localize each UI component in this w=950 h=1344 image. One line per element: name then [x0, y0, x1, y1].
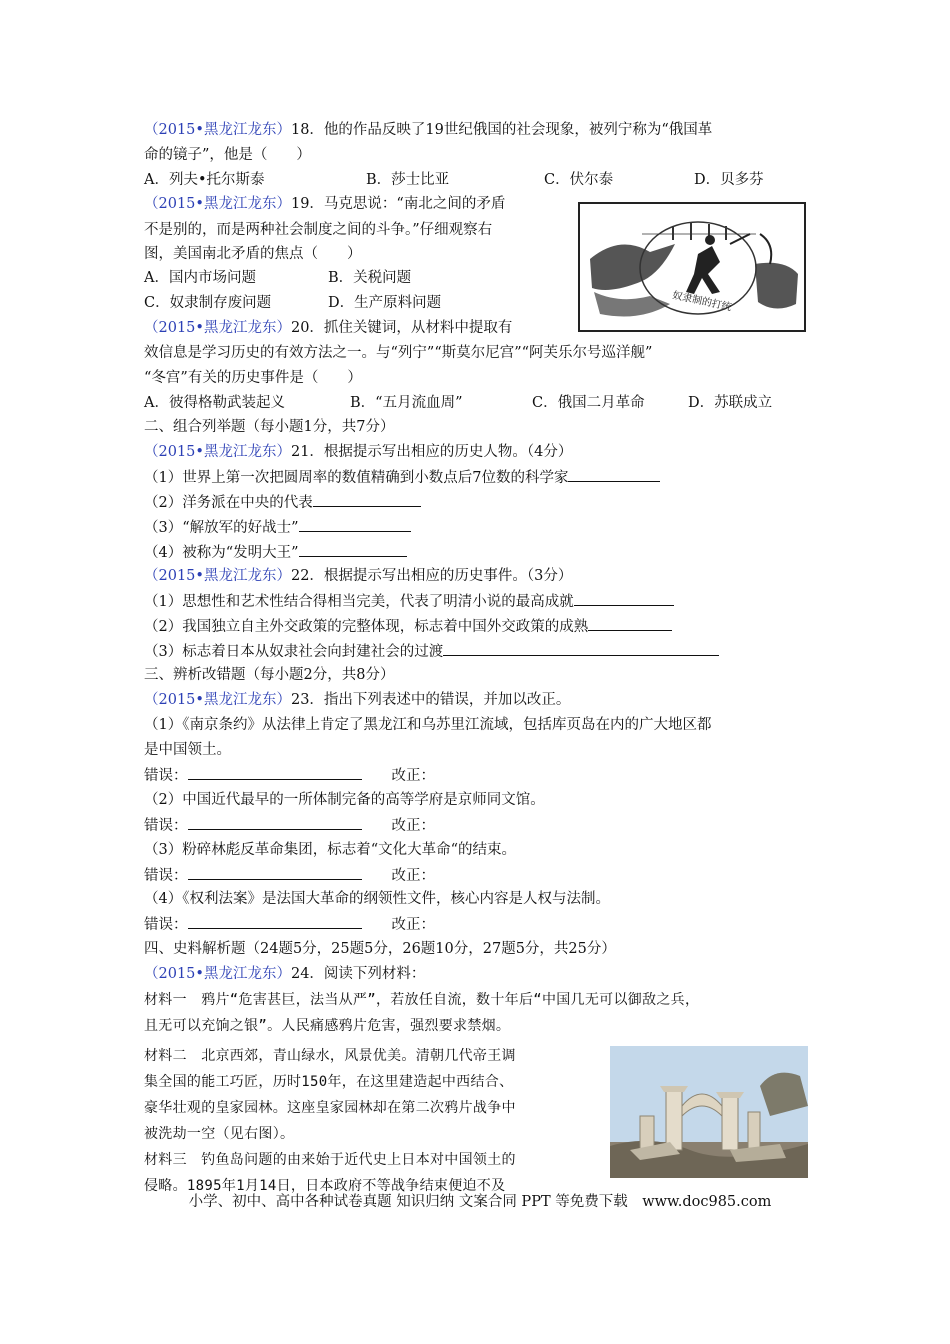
- q23-item2: （2）中国近代最早的一所体制完备的高等学府是京师同文馆。: [144, 792, 545, 808]
- q21-item4: （4）被称为“发明大王”: [144, 542, 407, 563]
- q18-line1: [144, 120, 712, 140]
- page-footer: 小学、初中、高中各种试卷真题 知识归纳 文案合同 PPT 等免费下载 www.doc985.com: [188, 1194, 772, 1210]
- q21-item1: （1）世界上第一次把圆周率的数值精确到小数点后7位数的科学家: [144, 467, 660, 488]
- answer-blank[interactable]: [443, 641, 719, 656]
- q23-answer2: 错误： 改正：: [144, 815, 435, 836]
- answer-blank[interactable]: [588, 616, 672, 631]
- q18-option-d: D．贝多芬: [694, 172, 764, 188]
- answer-blank[interactable]: [299, 542, 407, 557]
- q20-option-b: B．“五月流血周”: [350, 395, 463, 411]
- material1-line1: 材料一 鸦片“危害甚巨，法当从严”，若放任自流，数十年后“中国几无可以御敌之兵，: [144, 992, 700, 1008]
- q19-line1: [144, 194, 505, 214]
- q19-option-a: A．国内市场问题: [144, 270, 256, 286]
- wrong-blank[interactable]: [188, 914, 362, 929]
- material2-line4: 被洗劫一空（见右图）。: [144, 1126, 295, 1142]
- q19-options-row1: [144, 268, 411, 288]
- q24-line1: [144, 964, 425, 984]
- q23-answer1: 错误： 改正：: [144, 765, 435, 786]
- q23-answer3: 错误： 改正：: [144, 865, 435, 886]
- answer-blank[interactable]: [568, 467, 660, 482]
- q21-source: （2015•黑龙江龙东）: [144, 444, 291, 460]
- q19-text1: 19．马克思说：“南北之间的矛盾: [290, 196, 506, 212]
- q21-line1: [144, 442, 572, 462]
- q21-item3: （3）“解放军的好战士”: [144, 517, 411, 538]
- q23-answer4: 错误： 改正：: [144, 914, 435, 935]
- q20-line1: [144, 318, 512, 338]
- cartoon-caption: 奴隶制的打统: [671, 290, 733, 314]
- q20-option-d: D．苏联成立: [688, 395, 773, 411]
- q22-item3: （3）标志着日本从奴隶社会向封建社会的过渡: [144, 641, 719, 662]
- q20-source: （2015•黑龙江龙东）: [144, 320, 291, 336]
- q20-text1: 20．抓住关键词，从材料中提取有: [290, 320, 513, 336]
- q22-source: （2015•黑龙江龙东）: [144, 568, 291, 584]
- q23-item3: （3）粉碎林彪反革命集团，标志着“文化大革命“的结束。: [144, 842, 517, 858]
- material2-line2: 集全国的能工巧匠，历时150年，在这里建造起中西结合、: [144, 1074, 514, 1090]
- ruins-drawing: [610, 1046, 808, 1178]
- q18-source: （2015•黑龙江龙东）: [144, 122, 291, 138]
- q21-text: 21．根据提示写出相应的历史人物。（4分）: [290, 444, 573, 460]
- answer-blank[interactable]: [313, 492, 421, 507]
- material1-line2: 且无可以充饷之银”。人民痛感鸦片危害，强烈要求禁烟。: [144, 1018, 511, 1034]
- q21-item2: （2）洋务派在中央的代表: [144, 492, 421, 513]
- yuanmingyuan-ruins-photo: [610, 1046, 808, 1178]
- wrong-blank[interactable]: [188, 865, 362, 880]
- section4-heading: 四、史料解析题（24题5分，25题5分，26题10分，27题5分，共25分）: [144, 941, 616, 957]
- q23-item1b: 是中国领土。: [144, 742, 231, 758]
- q23-source: （2015•黑龙江龙东）: [144, 692, 291, 708]
- material3-line1: 材料三 钓鱼岛问题的由来始于近代史上日本对中国领土的: [144, 1152, 516, 1168]
- material2-line1: 材料二 北京西郊，青山绿水，风景优美。清朝几代帝王调: [144, 1048, 516, 1064]
- q24-text: 24．阅读下列材料：: [290, 966, 426, 982]
- wrong-blank[interactable]: [188, 815, 362, 830]
- q23-item4: （4）《权利法案》是法国大革命的纲领性文件，核心内容是人权与法制。: [144, 891, 610, 907]
- q20-options: [144, 393, 772, 413]
- q20-text3: “冬宫”有关的历史事件是（ ）: [144, 370, 362, 386]
- q19-options-row2: [144, 293, 441, 313]
- answer-blank[interactable]: [574, 591, 674, 606]
- q19-option-b: B．关税问题: [328, 270, 412, 286]
- q18-text1: 18．他的作品反映了19世纪俄国的社会现象，被列宁称为“俄国革: [290, 122, 713, 138]
- q19-option-c: C．奴隶制存废问题: [144, 295, 272, 311]
- q18-option-b: B．莎士比亚: [366, 172, 450, 188]
- answer-blank[interactable]: [299, 517, 411, 532]
- q22-line1: [144, 566, 572, 586]
- q19-text3: 图，美国南北矛盾的焦点（ ）: [144, 246, 362, 262]
- section2-heading: 二、组合列举题（每小题1分，共7分）: [144, 419, 395, 435]
- q19-source: （2015•黑龙江龙东）: [144, 196, 291, 212]
- q19-text2: 不是别的，而是两种社会制度之间的斗争。”仔细观察右: [144, 222, 493, 238]
- section3-heading: 三、辨析改错题（每小题2分，共8分）: [144, 667, 395, 683]
- q24-source: （2015•黑龙江龙东）: [144, 966, 291, 982]
- q23-line1: [144, 690, 570, 710]
- q22-text: 22．根据提示写出相应的历史事件。（3分）: [290, 568, 573, 584]
- q18-option-c: C．伏尔泰: [544, 172, 614, 188]
- civil-war-cartoon-image: [578, 202, 806, 332]
- q18-option-a: A．列夫•托尔斯泰: [144, 172, 265, 188]
- q20-text2: 效信息是学习历史的有效方法之一。与“列宁”“斯莫尔尼宫”“阿芙乐尔号巡洋舰”: [144, 345, 653, 361]
- q22-item2: （2）我国独立自主外交政策的完整体现，标志着中国外交政策的成熟: [144, 616, 672, 637]
- material2-line3: 豪华壮观的皇家园林。这座皇家园林却在第二次鸦片战争中: [144, 1100, 516, 1116]
- q23-text: 23．指出下列表述中的错误，并加以改正。: [290, 692, 571, 708]
- q20-option-a: A．彼得格勒武装起义: [144, 395, 285, 411]
- q18-text2: 命的镜子”，他是（ ）: [144, 147, 311, 163]
- material3-line2: 侵略。1895年1月14日，日本政府不等战争结束便迫不及: [144, 1178, 506, 1194]
- q22-item1: （1）思想性和艺术性结合得相当完美，代表了明清小说的最高成就: [144, 591, 674, 612]
- q19-option-d: D．生产原料问题: [328, 295, 442, 311]
- cartoon-drawing: [580, 204, 804, 330]
- wrong-blank[interactable]: [188, 765, 362, 780]
- q18-options: [144, 170, 764, 190]
- q23-item1a: （1）《南京条约》从法律上肯定了黑龙江和乌苏里江流域，包括库页岛在内的广大地区都: [144, 717, 712, 733]
- q20-option-c: C．俄国二月革命: [532, 395, 645, 411]
